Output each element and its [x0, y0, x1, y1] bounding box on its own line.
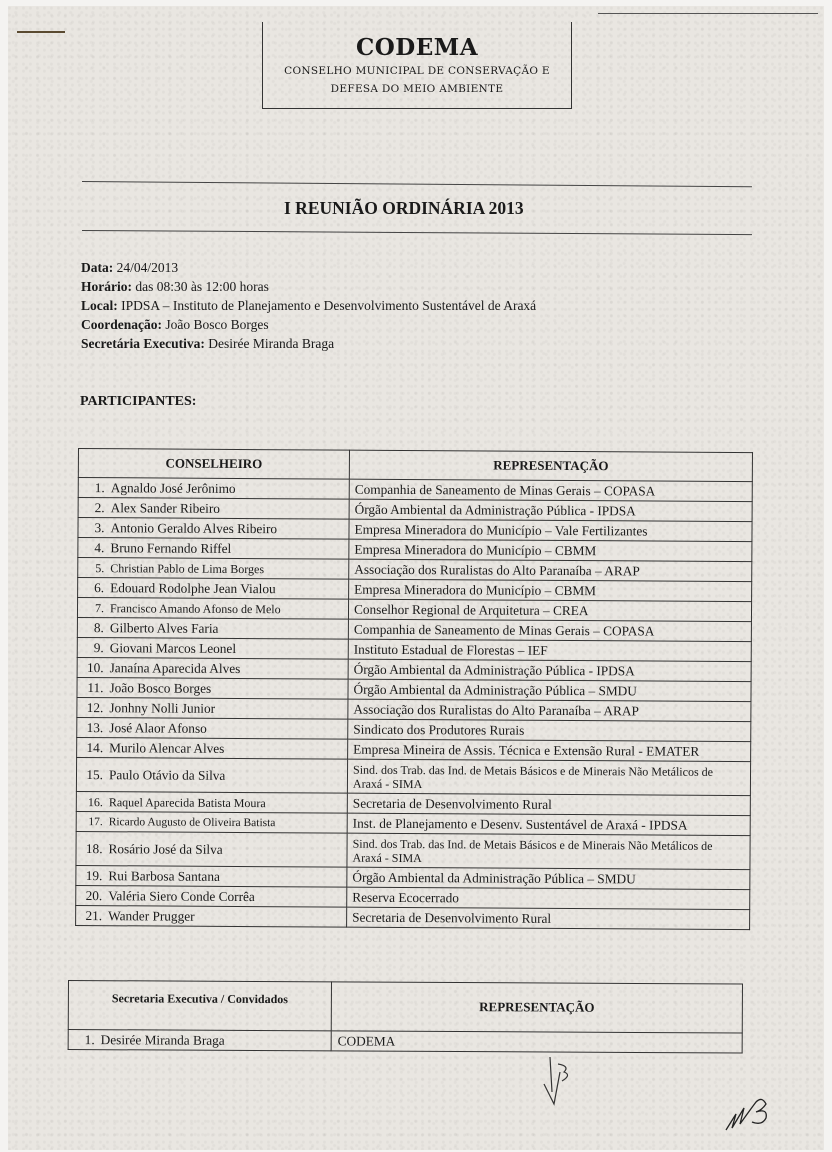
guest-name-cell	[68, 1030, 331, 1051]
participant-representation: Órgão Ambiental da Administração Pública - IPDSA	[349, 499, 752, 521]
participant-name-cell	[76, 885, 347, 907]
participants-header-row	[78, 449, 752, 482]
participant-number: 15.	[86, 766, 104, 782]
place-label: Local:	[81, 298, 118, 313]
time-value: das 08:30 às 12:00 horas	[135, 279, 269, 294]
participant-number: 11.	[87, 679, 104, 695]
participant-name-cell	[77, 737, 348, 759]
guest-name: Desirée Miranda Braga	[100, 1031, 225, 1048]
participant-name: Alex Sander Ribeiro	[110, 499, 220, 516]
participant-name-cell	[78, 478, 349, 500]
guest-number: 1.	[84, 1031, 95, 1047]
participant-name-cell	[77, 617, 348, 639]
participant-name: Valéria Siero Conde Corrêa	[108, 887, 255, 904]
participant-representation: Conselhor Regional de Arquitetura – CREA	[348, 599, 751, 621]
participant-name: Giovani Marcos Leonel	[109, 639, 237, 656]
participant-name: Janaína Aparecida Alves	[109, 659, 241, 676]
participant-representation: Associação dos Ruralistas do Alto Paranaíba – ARAP	[348, 699, 751, 721]
participant-number: 9.	[93, 639, 104, 655]
participant-representation: Órgão Ambiental da Administração Pública - IPDSA	[348, 659, 751, 681]
participant-name-cell	[76, 905, 347, 927]
participant-name-cell	[77, 598, 348, 620]
participant-name-cell	[77, 677, 348, 699]
participant-name-cell	[77, 657, 348, 679]
participant-name-cell	[76, 865, 347, 887]
participant-representation: Órgão Ambiental da Administração Pública – SMDU	[348, 679, 751, 701]
participant-number: 20.	[85, 887, 103, 903]
secretary-value: Desirée Miranda Braga	[208, 336, 335, 351]
participant-representation: Sind. dos Trab. das Ind. de Metais Básicos e de Minerais Não Metálicos de Araxá - SIMA	[347, 759, 750, 795]
participants-heading: PARTICIPANTES:	[80, 394, 197, 409]
pen-mark	[17, 31, 65, 33]
participant-name-cell	[77, 637, 348, 659]
participant-number: 2.	[94, 499, 105, 515]
participant-name: Edouard Rodolphe Jean Vialou	[110, 579, 276, 596]
participant-number: 19.	[85, 867, 103, 883]
participant-representation: Secretaria de Desenvolvimento Rural	[347, 907, 750, 929]
participant-number: 16.	[87, 794, 103, 809]
place-line	[81, 296, 536, 315]
participant-number: 3.	[94, 519, 105, 535]
participant-number: 8.	[93, 619, 104, 635]
organization-logo: CODEMA	[355, 34, 479, 61]
guests-table	[68, 980, 743, 1054]
participant-name: João Bosco Borges	[109, 679, 212, 696]
participant-representation: Empresa Mineira de Assis. Técnica e Extensão Rural - EMATER	[348, 739, 751, 761]
participant-name: Gilberto Alves Faria	[109, 619, 219, 636]
participant-name-cell	[77, 717, 348, 739]
participant-number: 18.	[85, 840, 103, 856]
participant-number: 7.	[94, 600, 105, 615]
guests-header-row	[68, 981, 742, 1034]
participant-name-cell	[78, 518, 349, 540]
meeting-title: I REUNIÃO ORDINÁRIA 2013	[284, 198, 524, 218]
participant-name: Rui Barbosa Santana	[108, 867, 220, 884]
participant-representation: Empresa Mineradora do Município – Vale Fertilizantes	[349, 519, 752, 541]
participant-representation: Associação dos Ruralistas do Alto Paranaíba – ARAP	[349, 559, 752, 581]
participant-row	[76, 831, 750, 869]
date-label: Data:	[81, 260, 114, 275]
participant-name: Paulo Otávio da Silva	[108, 766, 226, 783]
participant-representation: Companhia de Saneamento de Minas Gerais – COPASA	[349, 479, 752, 501]
page-edge-line	[598, 13, 818, 14]
participant-name-cell	[76, 757, 347, 793]
participant-row	[76, 905, 750, 929]
participant-representation: Secretaria de Desenvolvimento Rural	[347, 793, 750, 815]
column-header-representation: REPRESENTAÇÃO	[349, 450, 752, 481]
participant-name: Ricardo Augusto de Oliveira Batista	[108, 815, 276, 829]
organization-subtitle-line-2: DEFESA DO MEIO AMBIENTE	[330, 83, 504, 95]
column-header-councillor: CONSELHEIRO	[78, 449, 349, 480]
participant-representation: Sindicato dos Produtores Rurais	[348, 719, 751, 741]
column-header-guests: Secretaria Executiva / Convidados	[68, 981, 331, 1031]
guest-representation: CODEMA	[331, 1031, 742, 1053]
participant-representation: Sind. dos Trab. das Ind. de Metais Básicos e de Minerais Não Metálicos de Araxá - SIMA	[347, 833, 750, 869]
participant-number: 17.	[88, 815, 103, 828]
participant-number: 6.	[94, 579, 105, 595]
handwritten-check-mark	[530, 1052, 580, 1112]
participant-name-cell	[78, 538, 349, 560]
participant-name: Rosário José da Silva	[108, 840, 223, 857]
participant-representation: Empresa Mineradora do Município – CBMM	[349, 579, 752, 601]
handwritten-initials	[722, 1090, 782, 1138]
participant-name: Francisco Amando Afonso de Melo	[109, 600, 281, 616]
organization-subtitle-line-1: CONSELHO MUNICIPAL DE CONSERVAÇÃO E	[284, 65, 550, 77]
coordination-label: Coordenação:	[81, 317, 162, 332]
participant-representation: Órgão Ambiental da Administração Pública – SMDU	[347, 867, 750, 889]
time-line	[81, 277, 536, 296]
participant-name: José Alaor Afonso	[109, 719, 207, 736]
participant-representation: Reserva Ecocerrado	[347, 887, 750, 909]
participant-number: 1.	[94, 479, 105, 495]
participant-name: Wander Prugger	[108, 907, 195, 924]
participant-name-cell	[78, 498, 349, 520]
participant-name: Raquel Aparecida Batista Moura	[108, 794, 266, 810]
participant-representation: Inst. de Planejamento e Desenv. Sustentável de Araxá - IPDSA	[347, 813, 750, 835]
place-value: IPDSA – Instituto de Planejamento e Desenvolvimento Sustentável de Araxá	[121, 298, 537, 313]
secretary-label: Secretária Executiva:	[81, 336, 205, 351]
participant-row	[76, 757, 750, 795]
participant-name-cell	[78, 558, 349, 580]
participant-representation: Instituto Estadual de Florestas – IEF	[348, 639, 751, 661]
participant-number: 13.	[86, 719, 104, 735]
participant-name: Jonhny Nolli Junior	[109, 699, 216, 716]
participant-number: 10.	[86, 659, 104, 675]
time-label: Horário:	[81, 279, 132, 294]
coordination-line	[81, 315, 536, 334]
participant-name: Agnaldo José Jerônimo	[110, 479, 236, 496]
secretary-line	[81, 334, 536, 353]
participant-name-cell	[76, 831, 347, 867]
participant-name-cell	[78, 578, 349, 600]
participant-name-cell	[77, 697, 348, 719]
letterhead-box	[262, 22, 572, 109]
participant-name: Antonio Geraldo Alves Ribeiro	[110, 519, 278, 536]
participant-number: 21.	[85, 907, 103, 923]
participant-number: 14.	[86, 739, 104, 755]
participant-number: 12.	[86, 699, 104, 715]
participant-name: Murilo Alencar Alves	[109, 739, 225, 756]
participant-name-cell	[76, 791, 347, 813]
date-line	[81, 258, 536, 277]
coordination-value: João Bosco Borges	[165, 317, 269, 332]
date-value: 24/04/2013	[116, 260, 179, 275]
participant-name: Christian Pablo de Lima Borges	[110, 560, 265, 576]
meeting-info	[81, 258, 536, 353]
guest-row	[68, 1030, 742, 1054]
participant-representation: Companhia de Saneamento de Minas Gerais – COPASA	[348, 619, 751, 641]
participant-number: 5.	[95, 560, 105, 575]
participant-representation: Empresa Mineradora do Município – CBMM	[349, 539, 752, 561]
participant-name-cell	[76, 811, 347, 833]
participant-number: 4.	[94, 539, 105, 555]
column-header-guest-representation: REPRESENTAÇÃO	[331, 982, 742, 1033]
participant-name: Bruno Fernando Riffel	[110, 539, 232, 556]
participants-table	[75, 448, 753, 930]
